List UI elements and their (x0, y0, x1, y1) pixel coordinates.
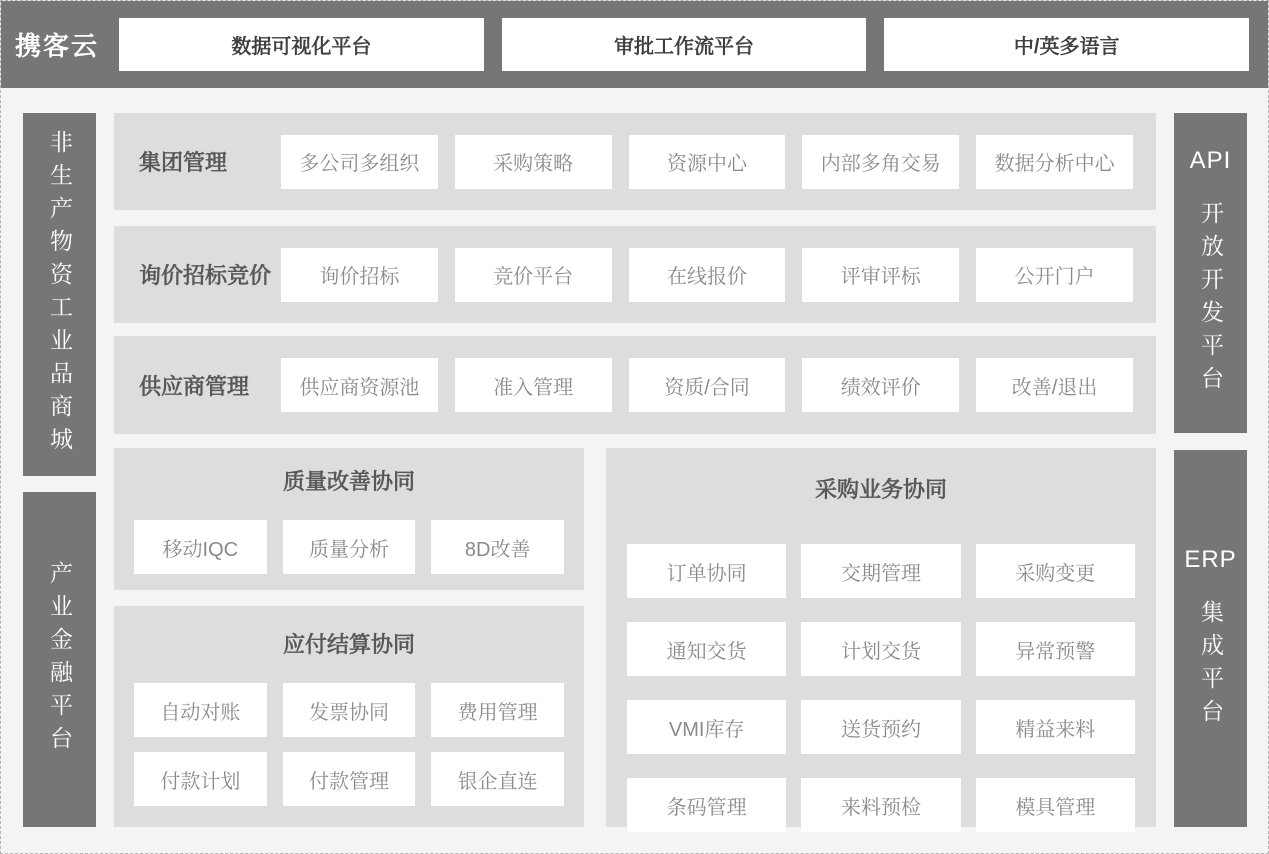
row-supplier-management-label: 供应商管理 (139, 373, 250, 399)
feature-chip: 通知交货 (627, 622, 786, 676)
feature-chip: 8D改善 (431, 520, 564, 574)
feature-chip: 条码管理 (627, 778, 786, 832)
feature-chip: 模具管理 (976, 778, 1135, 832)
panel-industrial-mall (23, 113, 96, 476)
bottom-left-column (114, 448, 584, 827)
block-payment-collab (114, 606, 584, 827)
row-rfq-bidding-items (281, 248, 1133, 302)
feature-chip: 付款计划 (134, 752, 267, 806)
row-group-management (114, 113, 1156, 210)
feature-chip: 质量分析 (283, 520, 416, 574)
panel-api-acronym: API (1189, 147, 1232, 174)
panel-erp-label: 集成平台 (1198, 599, 1224, 732)
block-payment-collab-title: 应付结算协同 (282, 632, 415, 657)
row-supplier-management (114, 336, 1156, 434)
block-payment-collab-items (114, 683, 584, 806)
feature-chip: 采购策略 (455, 135, 612, 189)
feature-chip: 来料预检 (801, 778, 960, 832)
right-sidebar (1174, 113, 1247, 827)
feature-chip: 评审评标 (802, 248, 959, 302)
feature-chip: VMI库存 (627, 700, 786, 754)
feature-chip: 资源中心 (629, 135, 786, 189)
row-group-management-label: 集团管理 (139, 150, 228, 175)
feature-chip: 绩效评价 (802, 358, 959, 412)
block-quality-collab-items (114, 520, 584, 574)
feature-chip: 改善/退出 (976, 358, 1133, 412)
main-area (114, 113, 1156, 827)
feature-chip: 订单协同 (627, 544, 786, 598)
panel-industry-finance (23, 492, 96, 827)
topbar-item-approval-workflow: 审批工作流平台 (502, 18, 867, 71)
feature-chip: 发票协同 (283, 683, 416, 737)
feature-chip: 竞价平台 (455, 248, 612, 302)
feature-chip: 询价招标 (281, 248, 438, 302)
topbar-item-multilanguage: 中/英多语言 (884, 18, 1249, 71)
content-area (1, 88, 1268, 853)
feature-chip: 多公司多组织 (281, 135, 438, 189)
block-procurement-collab-title: 采购业务协同 (814, 477, 947, 502)
row-group-management-items (281, 135, 1133, 189)
row-rfq-bidding-label: 询价招标竞价 (139, 263, 272, 288)
panel-erp-acronym: ERP (1184, 545, 1237, 573)
feature-chip: 自动对账 (134, 683, 267, 737)
brand-logo: 携客云 (15, 31, 100, 61)
topbar-item-data-visualization: 数据可视化平台 (119, 18, 484, 71)
panel-erp-integration (1174, 450, 1247, 827)
block-quality-collab-title: 质量改善协同 (282, 469, 415, 494)
feature-chip: 资质/合同 (629, 358, 786, 412)
feature-chip: 内部多角交易 (802, 135, 959, 189)
panel-industry-finance-label: 产业金融平台 (47, 560, 73, 759)
block-procurement-collab (606, 448, 1156, 827)
feature-chip: 交期管理 (801, 544, 960, 598)
feature-chip: 公开门户 (976, 248, 1133, 302)
feature-chip: 异常预警 (976, 622, 1135, 676)
feature-chip: 精益来料 (976, 700, 1135, 754)
block-quality-collab (114, 448, 584, 590)
feature-chip: 费用管理 (431, 683, 564, 737)
row-rfq-bidding (114, 226, 1156, 323)
topbar (1, 1, 1268, 88)
feature-chip: 银企直连 (431, 752, 564, 806)
feature-chip: 在线报价 (629, 248, 786, 302)
panel-api-platform (1174, 113, 1247, 433)
bottom-blocks (114, 448, 1156, 827)
bottom-right-column (606, 448, 1156, 827)
feature-chip: 付款管理 (283, 752, 416, 806)
feature-chip: 采购变更 (976, 544, 1135, 598)
left-sidebar (23, 113, 96, 827)
panel-industrial-mall-label: 非生产物资工业品商城 (47, 129, 73, 460)
feature-chip: 供应商资源池 (281, 358, 438, 412)
feature-chip: 送货预约 (801, 700, 960, 754)
row-supplier-management-items (281, 358, 1133, 412)
feature-chip: 计划交货 (801, 622, 960, 676)
panel-api-label: 开放开发平台 (1198, 201, 1224, 399)
feature-chip: 准入管理 (455, 358, 612, 412)
feature-chip: 数据分析中心 (976, 135, 1133, 189)
feature-chip: 移动IQC (134, 520, 267, 574)
block-procurement-collab-items (606, 544, 1156, 832)
